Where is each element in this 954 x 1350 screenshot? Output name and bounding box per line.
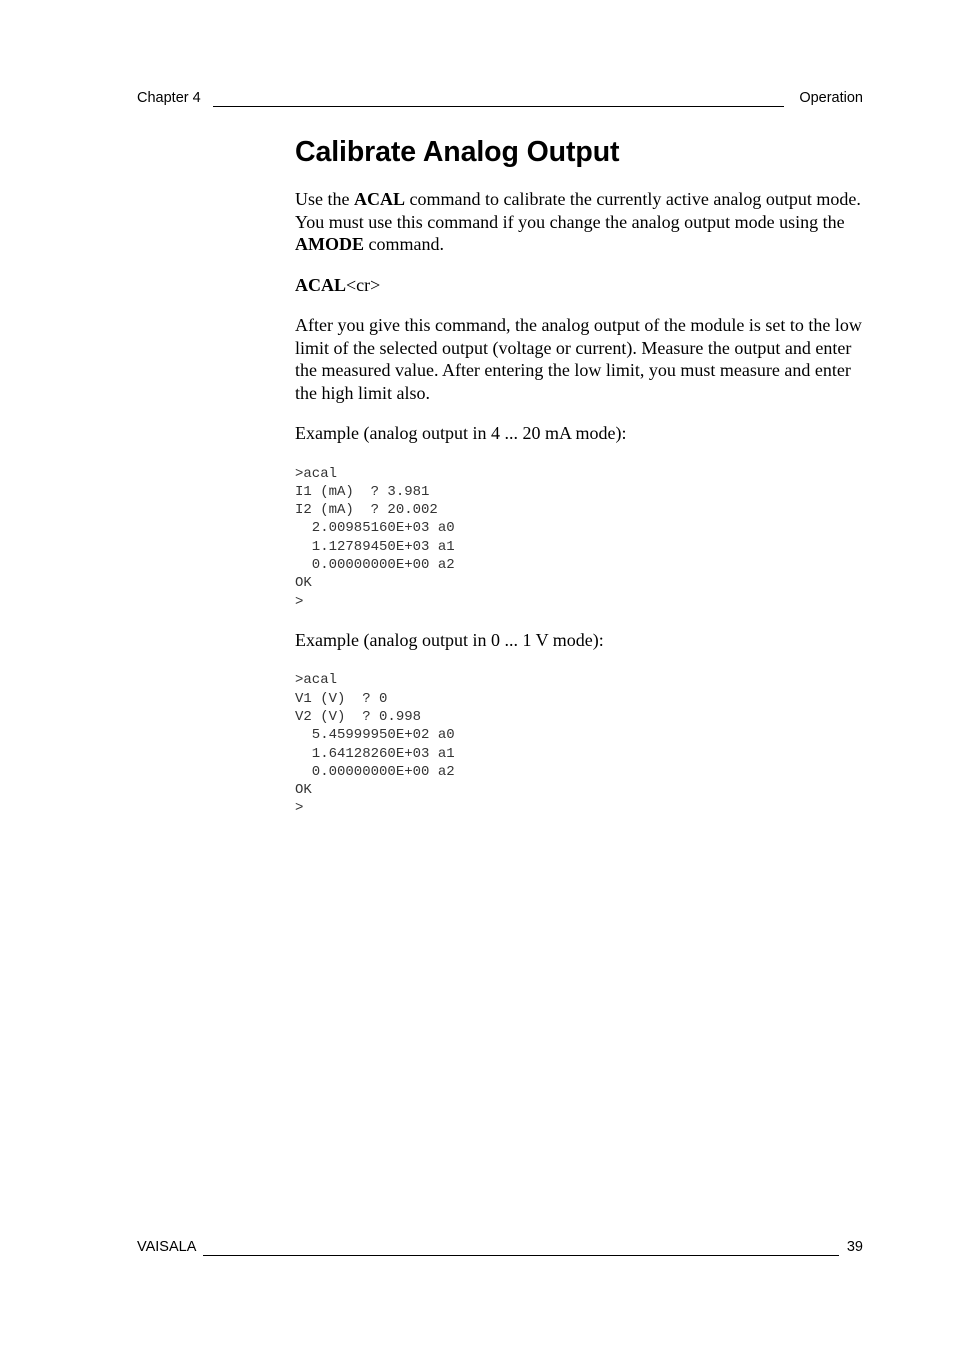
page-footer (137, 1239, 863, 1259)
command-syntax (295, 274, 865, 297)
intro-text-3: command. (364, 234, 444, 254)
code-line: > (295, 593, 304, 610)
code-line: V2 (V) ? 0.998 (295, 708, 422, 725)
command-name: ACAL (295, 274, 347, 295)
intro-amode-command: AMODE (295, 234, 364, 254)
header-rule (213, 106, 784, 107)
code-line: 1.12789450E+03 a1 (295, 538, 455, 555)
code-line: >acal (295, 672, 338, 689)
code-line: 0.00000000E+00 a2 (295, 556, 455, 573)
intro-text-1: Use the (295, 189, 354, 209)
main-content (295, 134, 865, 818)
description-paragraph: After you give this command, the analog output of the module is set to the low limit of the selected output (voltage or current). Measure the output and enter the measured value. After entering the low limit, you must measure and enter the high limit also. (295, 315, 862, 403)
code-line: I2 (mA) ? 20.002 (295, 502, 438, 519)
code-line: V1 (V) ? 0 (295, 690, 388, 707)
section-label: Operation (799, 90, 863, 106)
example1-caption: Example (analog output in 4 ... 20 mA mode): (295, 423, 627, 443)
example2-code (295, 671, 865, 817)
intro-text-2: command to calibrate the currently active analog output mode. You must use this command if you change the analog output mode using the (295, 189, 861, 232)
example2-caption: Example (analog output in 0 ... 1 V mode): (295, 629, 604, 650)
page-header (137, 90, 863, 110)
intro-acal-command: ACAL (353, 189, 405, 209)
example1-code (295, 465, 865, 611)
code-line: OK (295, 782, 312, 799)
code-line: 0.00000000E+00 a2 (295, 763, 455, 780)
company-name: VAISALA (137, 1239, 197, 1255)
command-suffix: <cr> (346, 274, 381, 295)
page-number: 39 (846, 1239, 863, 1255)
intro-paragraph (295, 188, 865, 256)
footer-rule (203, 1255, 839, 1256)
code-line: I1 (mA) ? 3.981 (295, 483, 430, 500)
page-title: Calibrate Analog Output (295, 136, 620, 168)
code-line: >acal (295, 465, 338, 482)
code-line: OK (295, 575, 312, 592)
code-line: > (295, 800, 304, 817)
code-line: 2.00985160E+03 a0 (295, 520, 455, 537)
chapter-label: Chapter 4 (137, 90, 201, 106)
code-line: 1.64128260E+03 a1 (295, 745, 455, 762)
code-line: 5.45999950E+02 a0 (295, 727, 455, 744)
